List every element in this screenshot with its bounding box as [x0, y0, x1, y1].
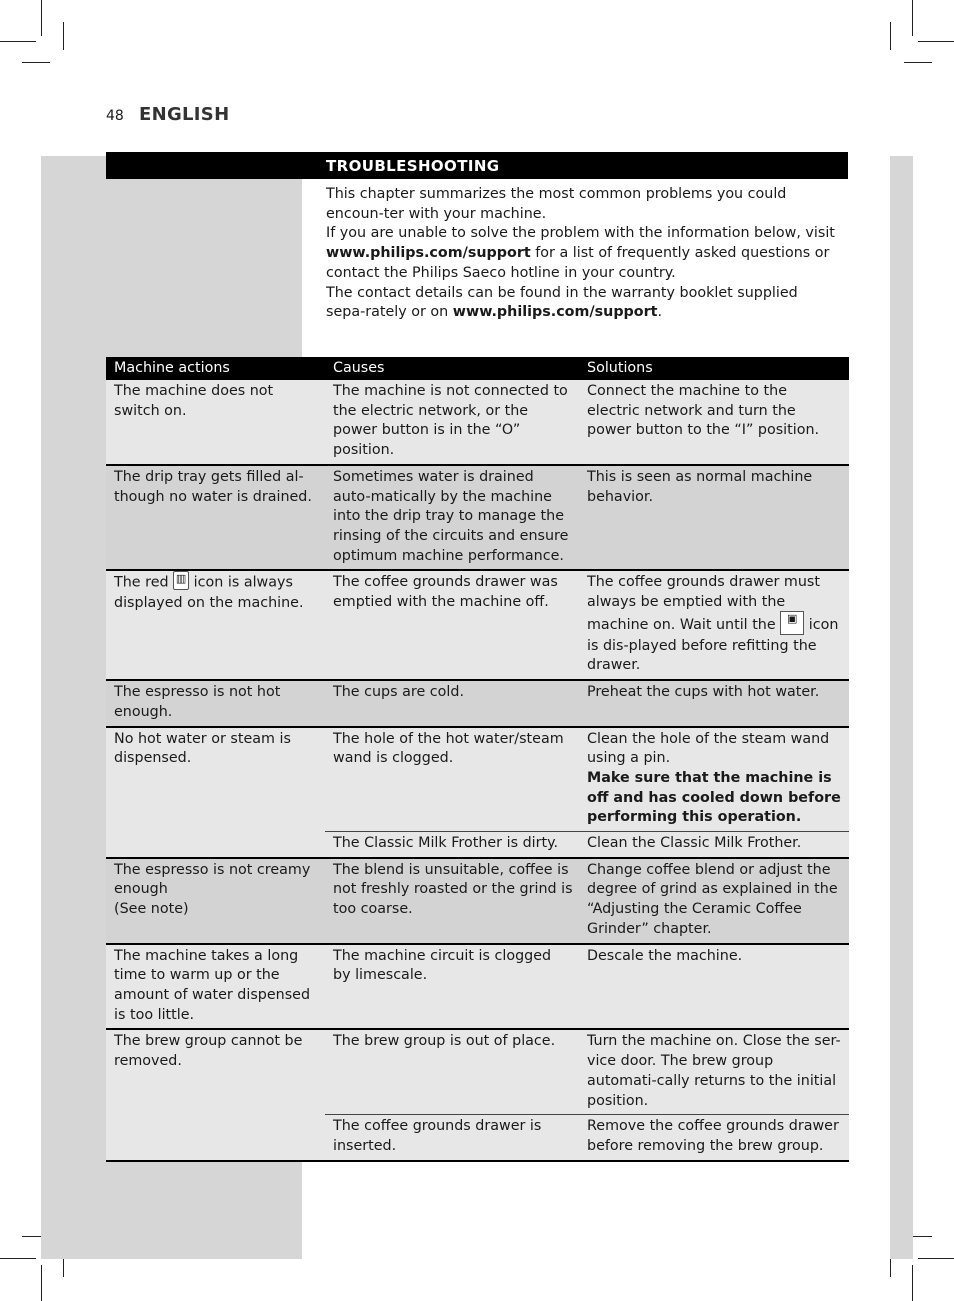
solution-cell: Descale the machine.	[579, 944, 849, 1030]
crop-mark	[912, 0, 913, 36]
crop-mark	[904, 62, 932, 63]
action-cell: The machine takes a long time to warm up or the amount of water dispensed is too little.	[106, 944, 325, 1030]
cause-cell: The coffee grounds drawer is inserted.	[325, 1115, 579, 1161]
action-text: icon is always displayed on the machine.	[114, 574, 304, 611]
cause-cell: The machine is not connected to the electric network, or the power button is in the “O” position.	[325, 380, 579, 465]
intro-text-span: If you are unable to solve the problem with the information below, visit	[326, 225, 835, 242]
action-text: The red	[114, 574, 174, 591]
support-link[interactable]: www.philips.com/support	[452, 304, 658, 321]
solution-cell: Preheat the cups with hot water.	[579, 680, 849, 726]
table-row	[106, 570, 849, 680]
table-row	[106, 1029, 849, 1114]
table-row	[106, 465, 849, 571]
cause-cell: The blend is unsuitable, coffee is not freshly roasted or the grind is too coarse.	[325, 858, 579, 944]
crop-mark	[918, 41, 954, 42]
crop-mark	[41, 0, 42, 36]
solution-text: The coffee grounds drawer must always be emptied with the machine on. Wait until the	[587, 574, 820, 633]
intro-text-span: .	[657, 304, 663, 321]
crop-mark	[918, 1258, 954, 1259]
cause-cell: The cups are cold.	[325, 680, 579, 726]
drawer-ready-icon: ▣	[780, 611, 804, 635]
action-text: The espresso is not creamy enough	[114, 861, 311, 898]
solution-cell: Clean the Classic Milk Frother.	[579, 832, 849, 858]
cause-cell: The Classic Milk Frother is dirty.	[325, 832, 579, 858]
table-header-row	[106, 357, 849, 380]
crop-mark	[0, 1258, 36, 1259]
header-machine-actions: Machine actions	[106, 357, 325, 380]
header-solutions: Solutions	[579, 357, 849, 380]
solution-cell: This is seen as normal machine behavior.	[579, 465, 849, 571]
page-number: 48	[106, 108, 124, 124]
solution-cell	[579, 570, 849, 680]
cause-cell: The brew group is out of place.	[325, 1029, 579, 1114]
intro-text-span: for a list of frequently asked questions or contact the Philips Saeco hotline in your country.	[326, 245, 830, 281]
page-language: ENGLISH	[139, 104, 230, 125]
solution-cell: Change coffee blend or adjust the degree of grind as explained in the “Adjusting the Ceramic Coffee Grinder” chapter.	[579, 858, 849, 944]
action-note: (See note)	[114, 901, 189, 918]
action-cell: The drip tray gets filled al-though no water is drained.	[106, 465, 325, 571]
table-row	[106, 727, 849, 832]
intro-paragraph	[326, 284, 841, 323]
header-causes: Causes	[325, 357, 579, 380]
table-row	[106, 680, 849, 726]
action-cell: The brew group cannot be removed.	[106, 1029, 325, 1160]
table-row	[106, 944, 849, 1030]
section-title-bar	[106, 152, 848, 179]
right-margin-band	[890, 156, 913, 1259]
intro-paragraph	[326, 224, 841, 283]
cause-cell: The machine circuit is clogged by limescale.	[325, 944, 579, 1030]
solution-cell: Connect the machine to the electric network and turn the power button to the “I” position.	[579, 380, 849, 465]
crop-mark	[890, 22, 891, 50]
action-cell: The espresso is not hot enough.	[106, 680, 325, 726]
table-row	[106, 380, 849, 465]
action-cell: No hot water or steam is dispensed.	[106, 727, 325, 858]
crop-mark	[63, 22, 64, 50]
crop-mark	[22, 62, 50, 63]
action-cell	[106, 570, 325, 680]
safety-warning: Make sure that the machine is off and has cooled down before performing this operation.	[587, 769, 841, 826]
table-row	[106, 858, 849, 944]
crop-mark	[41, 1265, 42, 1301]
section-title: TROUBLESHOOTING	[326, 157, 500, 175]
crop-mark	[912, 1265, 913, 1301]
troubleshooting-table	[106, 357, 849, 1162]
solution-cell: Turn the machine on. Close the ser-vice door. The brew group automati-cally returns to the initial position.	[579, 1029, 849, 1114]
solution-cell	[579, 727, 849, 832]
crop-mark	[0, 41, 36, 42]
solution-text: Clean the hole of the steam wand using a pin.	[587, 730, 830, 767]
cause-cell: Sometimes water is drained auto-matically by the machine into the drip tray to manage the rinsing of the circuits and ensure optimum machine performance.	[325, 465, 579, 571]
cause-cell: The coffee grounds drawer was emptied with the machine off.	[325, 570, 579, 680]
intro-paragraph: This chapter summarizes the most common problems you could encoun-ter with your machine.	[326, 186, 787, 222]
solution-cell: Remove the coffee grounds drawer before removing the brew group.	[579, 1115, 849, 1161]
support-link[interactable]: www.philips.com/support	[326, 245, 531, 262]
intro-text	[326, 185, 841, 323]
cause-cell: The hole of the hot water/steam wand is clogged.	[325, 727, 579, 832]
grounds-drawer-icon: ▥	[173, 571, 189, 590]
action-cell	[106, 858, 325, 944]
action-cell: The machine does not switch on.	[106, 380, 325, 465]
solution-text: icon is dis-played before refitting the drawer.	[587, 616, 839, 674]
intro-text-span: The contact details can be found in the warranty booklet supplied sepa-rately or on	[326, 284, 798, 321]
